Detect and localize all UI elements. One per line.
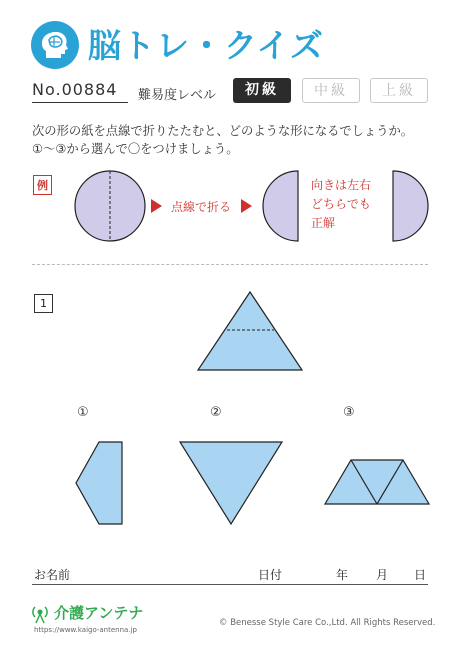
arrow-icon — [241, 199, 252, 213]
instruction-text-2: ①～③から選んで〇をつけましょう。 — [32, 142, 239, 156]
antenna-icon — [30, 604, 50, 624]
question-number: 1 — [34, 294, 53, 313]
quiz-number: No.00884 — [32, 80, 118, 99]
example-note-line2: どちらでも — [311, 197, 371, 211]
arrow-icon — [151, 199, 162, 213]
name-label: お名前 — [34, 568, 71, 582]
example-action-label: 点線で折る — [171, 200, 232, 214]
difficulty-label: 難易度レベル — [138, 88, 217, 103]
date-label: 日付 — [258, 568, 283, 582]
example-illustration — [70, 168, 430, 248]
question-shape — [195, 290, 305, 375]
level-beginner-badge: 初級 — [233, 78, 291, 103]
option-3-shape[interactable] — [322, 458, 432, 508]
copyright-text: © Benesse Style Care Co.,Ltd. All Rights Reserved. — [219, 618, 436, 628]
option-2-shape[interactable] — [178, 440, 288, 530]
name-date-line — [32, 584, 428, 585]
section-divider — [32, 264, 428, 265]
example-note-line3: 正解 — [311, 216, 336, 230]
option-1-label[interactable]: ① — [77, 405, 89, 420]
level-intermediate-badge: 中級 — [302, 78, 360, 103]
instruction-text: 次の形の紙を点線で折りたたむと、どのような形になるでしょうか。 — [32, 124, 414, 138]
option-3-label[interactable]: ③ — [343, 405, 355, 420]
day-label: 日 — [414, 568, 427, 582]
site-name[interactable]: 介護アンテナ — [54, 604, 144, 622]
year-label: 年 — [336, 568, 349, 582]
level-advanced-badge: 上級 — [370, 78, 428, 103]
page-title: 脳トレ・クイズ — [88, 26, 325, 65]
option-2-label[interactable]: ② — [210, 405, 222, 420]
brain-head-icon — [30, 20, 80, 70]
site-url[interactable]: https://www.kaigo-antenna.jp — [34, 626, 137, 634]
example-circle — [75, 171, 145, 241]
month-label: 月 — [376, 568, 389, 582]
example-result-half-right — [393, 171, 428, 241]
example-result-half-left — [263, 171, 298, 241]
example-badge: 例 — [33, 175, 52, 195]
number-underline — [32, 102, 128, 103]
example-note-line1: 向きは左右 — [311, 178, 372, 192]
option-1-shape[interactable] — [72, 440, 132, 530]
